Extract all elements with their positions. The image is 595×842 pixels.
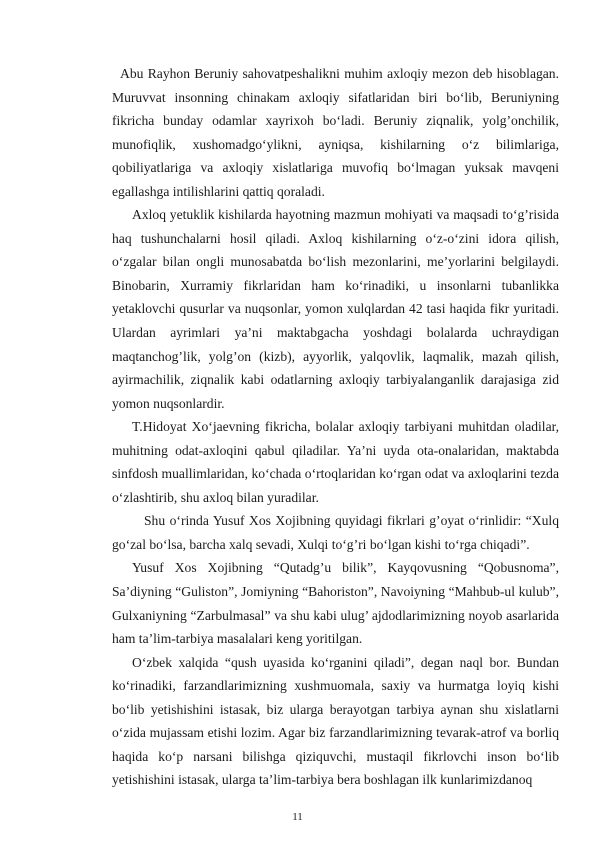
paragraph-hidoyat: T.Hidoyat Xo‘jaevning fikricha, bolalar axloqiy tarbiyani muhitdan oladilar, muhitning odat-axloqini qabul qiladilar. Ya’ni uyda ota-onalaridan, maktabda sinfdosh muallimlaridan, ko‘chada o‘rtoqlaridan ko‘rgan odat va axloqlarini tezda o‘zlashtirib, shu axloq bilan yuradilar. — [112, 419, 559, 505]
page-number: 11 — [292, 811, 303, 823]
body-text — [112, 62, 559, 792]
paragraph-works: Yusuf Xos Xojibning “Qutadg’u bilik”, Kayqovusning “Qobusnoma”, Sa’diyning “Guliston”, Jomiyning “Bahoriston”, Navoiyning “Mahbub-ul kulub”, Gulxaniyning “Zarbulmasal” va shu kabi ulug’ ajdodlarimizning noyob asarlarida ham ta’lim-tarbiya masalalari keng yoritilgan. — [112, 560, 559, 647]
paragraph-uzbek-proverb: O‘zbek xalqida “qush uyasida ko‘rganini qiladi”, degan naql bor. Bundan ko‘rinadiki, farzandlarimizning xushmuomala, saxiy va hurmatga loyiq kishi bo‘lib yetishishini istasak, biz ularga berayotgan tarbiya aynan shu xislatlarni o‘zida mujassam etishi lozim. Agar biz farzandlarimizning tevarak-atrof va borliq haqida ko‘p narsani bilishga qiziquvchi, mustaqil fikrlovchi inson bo‘lib yetishishini istasak, ularga ta’lim-tarbiya bera boshlagan ilk kunlarimizdanoq — [112, 654, 559, 788]
paragraph-yusuf-quote: Shu o‘rinda Yusuf Xos Xojibning quyidagi fikrlari g’oyat o‘rinlidir: “Xulq go‘zal bo‘lsa, barcha xalq sevadi, Xulqi to‘g’ri bo‘lgan kishi to‘rga chiqadi”. — [112, 513, 559, 552]
paragraph-beruniy: Abu Rayhon Beruniy sahovatpeshalikni muhim axloqiy mezon deb hisoblagan. Muruvvat insonning chinakam axloqiy sifatlaridan biri bo‘lib, Beruniyning fikricha bunday odamlar xayrixoh bo‘ladi. Beruniy ziqnalik, yolg’onchilik, munofiqlik, xushomadgo‘ylikni, ayniqsa, kishilarning o‘z bilimlariga, qobiliyatlariga va axloqiy xislatlariga muvofiq bo‘lmagan yuksak mavqeni egallashga intilishlarini qattiq qoraladi. — [112, 66, 559, 199]
paragraph-axloq: Axloq yetuklik kishilarda hayotning mazmun mohiyati va maqsadi to‘g’risida haq tushunchalarni hosil qiladi. Axloq kishilarning o‘z-o‘zini idora qilish, o‘zgalar bilan ongli munosabatda bo‘lish mezonlarini, me’yorlarini belgilaydi. Binobarin, Xurramiy fikrlaridan ham ko‘rinadiki, u insonlarni tubanlikka yetaklovchi qusurlar va nuqsonlar, yomon xulqlardan 42 tasi haqida fikr yuritadi. Ulardan ayrimlari ya’ni maktabgacha yoshdagi bolalarda uchraydigan maqtanchog’lik, yolg’on (kizb), ayyorlik, yalqovlik, laqmalik, mazah qilish, ayirmachilik, ziqnalik kabi odatlarning axloqiy tarbiyalanganlik darajasiga zid yomon nuqsonlardir. — [112, 207, 559, 411]
